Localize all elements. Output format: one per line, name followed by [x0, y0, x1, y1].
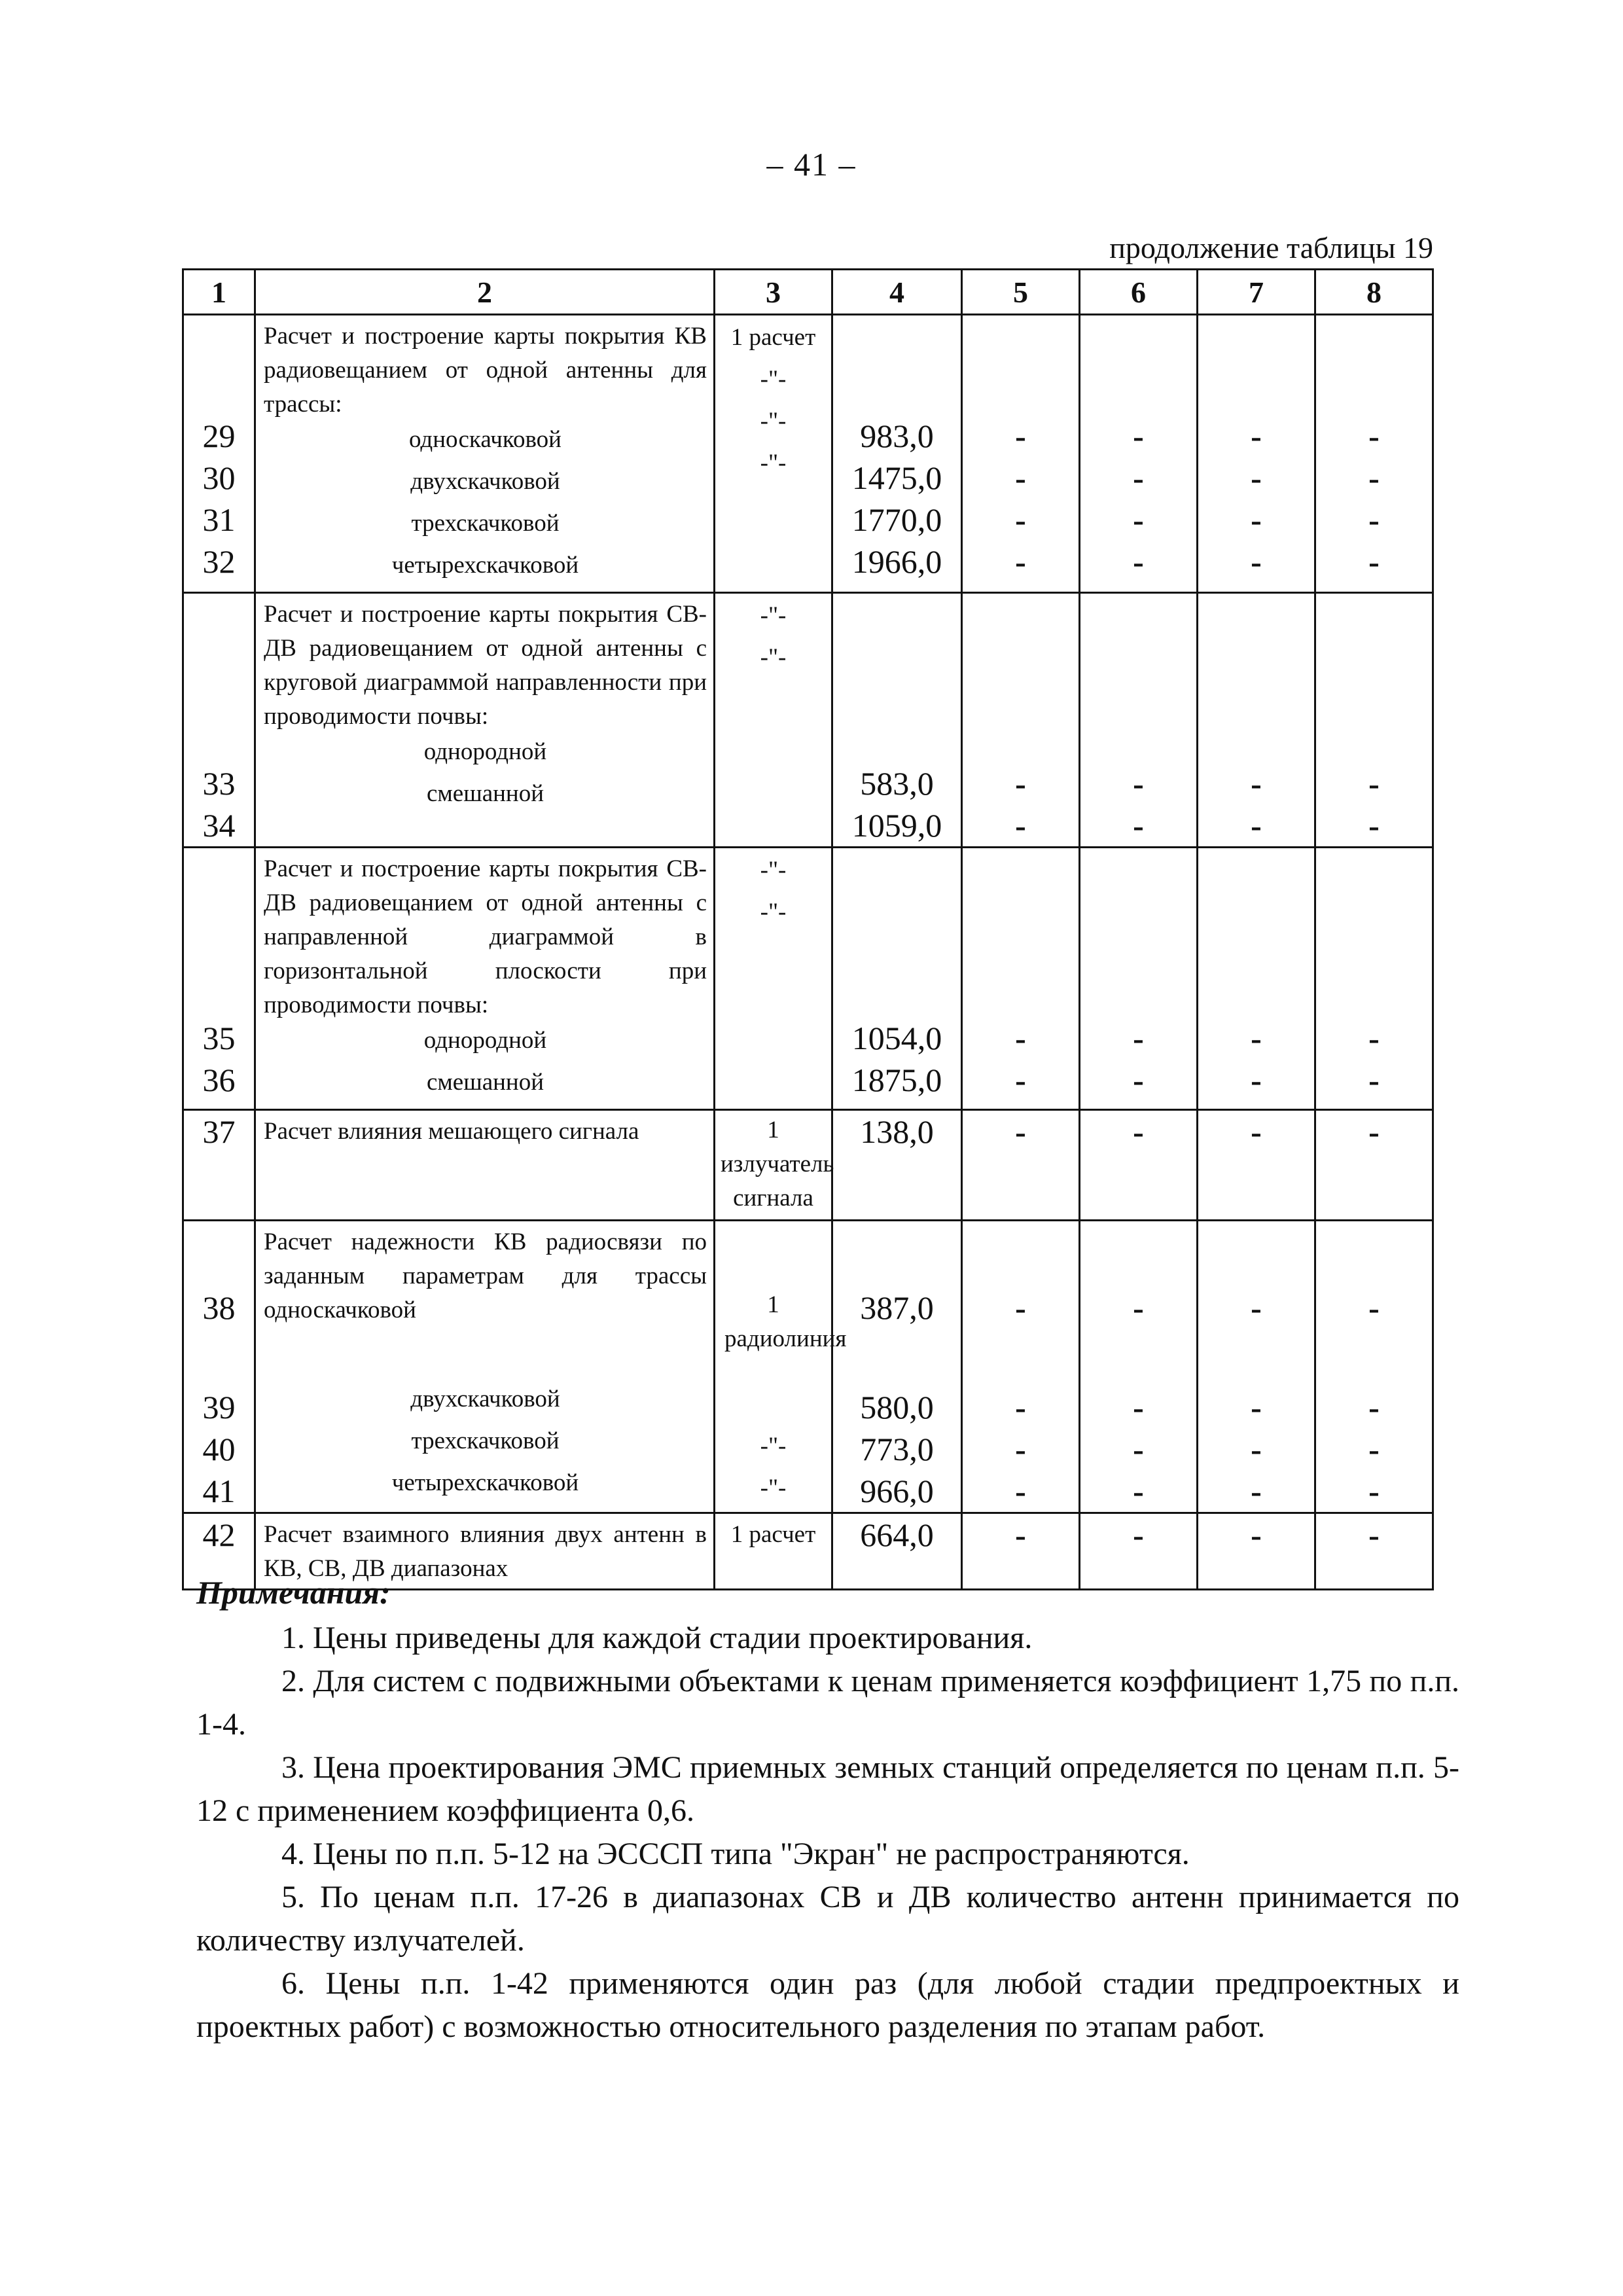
- column-header: 5: [962, 270, 1080, 315]
- notes-title: Примечания:: [196, 1574, 391, 1611]
- col6-cell: -: [1133, 1020, 1144, 1056]
- col5-cell: -: [1015, 1289, 1026, 1326]
- col5-cell: -: [1015, 418, 1026, 454]
- note-item: 6. Цены п.п. 1-42 применяются один раз (для любой стадии предпроектных и проектных работ) с возможностью относительного разделения по этапам работ.: [196, 1966, 1459, 2044]
- col8-cell: -: [1368, 418, 1380, 454]
- col6-cell: -: [1133, 1516, 1144, 1553]
- col6-cell: -: [1133, 418, 1144, 454]
- col6-cell: -: [1133, 807, 1144, 844]
- row-number: 34: [202, 807, 236, 844]
- col7-cell: -: [1251, 1020, 1262, 1056]
- price-cell: 664,0: [860, 1516, 934, 1553]
- col6-cell: -: [1133, 1113, 1144, 1150]
- price-cell: 387,0: [860, 1289, 934, 1326]
- col8-cell: -: [1368, 1389, 1380, 1426]
- row-number: 39: [202, 1389, 236, 1426]
- col8-cell: -: [1368, 1062, 1380, 1098]
- column-header: 2: [255, 270, 715, 315]
- row-description: двухскачковой: [410, 1386, 560, 1412]
- col6-cell: -: [1133, 543, 1144, 580]
- col8-cell: -: [1368, 1289, 1380, 1326]
- row-number: 42: [202, 1516, 236, 1553]
- unit-cell: -"-: [760, 1433, 787, 1460]
- row-description: четырехскачковой: [391, 1469, 579, 1496]
- col7-cell: -: [1251, 543, 1262, 580]
- col8-cell: -: [1368, 1516, 1380, 1553]
- unit-cell: 1 расчет: [730, 324, 816, 351]
- row-description: трехскачковой: [411, 510, 560, 537]
- row-description: односкачковой: [409, 426, 562, 453]
- col8-cell: -: [1368, 459, 1380, 496]
- price-cell: 580,0: [860, 1389, 934, 1426]
- price-table: [182, 268, 1434, 1590]
- price-cell: 1966,0: [851, 543, 942, 580]
- col8-cell: -: [1368, 543, 1380, 580]
- col7-cell: -: [1251, 807, 1262, 844]
- price-cell: 1054,0: [851, 1020, 942, 1056]
- row-description: трехскачковой: [411, 1427, 560, 1454]
- row-description: однородной: [423, 738, 547, 765]
- col5-cell: -: [1015, 1020, 1026, 1056]
- row-number: 37: [202, 1113, 236, 1150]
- col5-cell: -: [1015, 1062, 1026, 1098]
- unit-cell: 1 расчет: [730, 1521, 816, 1548]
- row-number: 30: [202, 459, 236, 496]
- col7-cell: -: [1251, 501, 1262, 538]
- note-item: 2. Для систем с подвижными объектами к ценам применяется коэффициент 1,75 по п.п. 1-4.: [196, 1664, 1459, 1742]
- price-cell: 1875,0: [851, 1062, 942, 1098]
- col6-cell: -: [1133, 1062, 1144, 1098]
- col5-cell: -: [1015, 459, 1026, 496]
- col6-cell: -: [1133, 1431, 1144, 1467]
- column-header: 6: [1080, 270, 1198, 315]
- unit-cell: 1 радиолиния: [724, 1291, 847, 1352]
- col5-cell: -: [1015, 501, 1026, 538]
- note-item: 1. Цены приведены для каждой стадии проектирования.: [281, 1621, 1033, 1655]
- col8-cell: -: [1368, 1113, 1380, 1150]
- unit-cell: -"-: [760, 899, 787, 925]
- row-number: 38: [202, 1289, 236, 1326]
- row-description: смешанной: [426, 1069, 544, 1096]
- price-cell: 1475,0: [851, 459, 942, 496]
- price-cell: 583,0: [860, 765, 934, 802]
- page-number: – 41 –: [766, 146, 857, 183]
- table-row: [183, 848, 1433, 1110]
- price-cell: 773,0: [860, 1431, 934, 1467]
- col8-cell: -: [1368, 1020, 1380, 1056]
- row-number: 40: [202, 1431, 236, 1467]
- price-cell: 983,0: [860, 418, 934, 454]
- unit-cell: -"-: [760, 408, 787, 435]
- table-row: [183, 315, 1433, 593]
- col8-cell: -: [1368, 807, 1380, 844]
- col7-cell: -: [1251, 1473, 1262, 1509]
- notes-section: [196, 1571, 1459, 2049]
- note-item: 3. Цена проектирования ЭМС приемных земных станций определяется по ценам п.п. 5-12 с применением коэффициента 0,6.: [196, 1750, 1459, 1828]
- group-heading: Расчет и построение карты покрытия СВ-ДВ радиовещанием от одной антенны с направленной диаграммой в горизонтальной плоскости при проводимости почвы:: [264, 855, 707, 1018]
- col8-cell: -: [1368, 501, 1380, 538]
- col6-cell: -: [1133, 1389, 1144, 1426]
- unit-cell: -"-: [760, 857, 787, 884]
- row-number: 36: [202, 1062, 236, 1098]
- col7-cell: -: [1251, 1431, 1262, 1467]
- unit-cell: -"-: [760, 644, 787, 671]
- row-description: двухскачковой: [410, 468, 560, 495]
- col8-cell: -: [1368, 765, 1380, 802]
- table-row: [183, 1110, 1433, 1221]
- table-caption: продолжение таблицы 19: [1109, 231, 1433, 264]
- row-number: 32: [202, 543, 236, 580]
- col5-cell: -: [1015, 1113, 1026, 1150]
- price-cell: 1770,0: [851, 501, 942, 538]
- row-description: четырехскачковой: [391, 552, 579, 579]
- col8-cell: -: [1368, 1431, 1380, 1467]
- group-heading: Расчет надежности КВ радиосвязи по заданным параметрам для трассы односкачковой: [264, 1229, 707, 1323]
- col6-cell: -: [1133, 765, 1144, 802]
- row-description: смешанной: [426, 780, 544, 807]
- col5-cell: -: [1015, 765, 1026, 802]
- col5-cell: -: [1015, 1516, 1026, 1553]
- table-header-row: [183, 270, 1433, 315]
- col7-cell: -: [1251, 1389, 1262, 1426]
- row-description: однородной: [423, 1027, 547, 1054]
- row-number: 31: [202, 501, 236, 538]
- column-header: 1: [183, 270, 255, 315]
- col5-cell: -: [1015, 1389, 1026, 1426]
- column-header: 7: [1198, 270, 1315, 315]
- col6-cell: -: [1133, 501, 1144, 538]
- col6-cell: -: [1133, 459, 1144, 496]
- col7-cell: -: [1251, 459, 1262, 496]
- row-number: 29: [202, 418, 236, 454]
- row-number: 41: [202, 1473, 236, 1509]
- row-number: 33: [202, 765, 236, 802]
- table-row: [183, 593, 1433, 848]
- price-cell: 1059,0: [851, 807, 942, 844]
- price-cell: 138,0: [860, 1113, 934, 1150]
- col5-cell: -: [1015, 807, 1026, 844]
- group-heading: Расчет и построение карты покрытия КВ радиовещанием от одной антенны для трассы:: [264, 323, 707, 418]
- note-item: 4. Цены по п.п. 5-12 на ЭСССП типа "Экран" не распространяются.: [281, 1837, 1190, 1871]
- row-number: 35: [202, 1020, 236, 1056]
- column-header: 3: [715, 270, 832, 315]
- col7-cell: -: [1251, 1516, 1262, 1553]
- unit-cell: -"-: [760, 1475, 787, 1501]
- col7-cell: -: [1251, 1062, 1262, 1098]
- note-item: 5. По ценам п.п. 17-26 в диапазонах СВ и ДВ количество антенн принимается по количеству излучателей.: [196, 1880, 1459, 1958]
- column-header: 8: [1315, 270, 1433, 315]
- col7-cell: -: [1251, 1113, 1262, 1150]
- unit-cell: -"-: [760, 450, 787, 476]
- unit-cell: -"-: [760, 366, 787, 393]
- column-header: 4: [832, 270, 962, 315]
- col6-cell: -: [1133, 1473, 1144, 1509]
- unit-cell: -"-: [760, 602, 787, 629]
- col7-cell: -: [1251, 418, 1262, 454]
- table-row: [183, 1221, 1433, 1513]
- unit-cell: 1 излучатель сигнала: [721, 1117, 834, 1211]
- col5-cell: -: [1015, 543, 1026, 580]
- col6-cell: -: [1133, 1289, 1144, 1326]
- col8-cell: -: [1368, 1473, 1380, 1509]
- price-cell: 966,0: [860, 1473, 934, 1509]
- col5-cell: -: [1015, 1431, 1026, 1467]
- col5-cell: -: [1015, 1473, 1026, 1509]
- unit-cell: [724, 1386, 822, 1428]
- group-heading: Расчет и построение карты покрытия СВ-ДВ радиовещанием от одной антенны с круговой диаграммой направленности при проводимости почвы:: [264, 601, 707, 730]
- col7-cell: -: [1251, 1289, 1262, 1326]
- col7-cell: -: [1251, 765, 1262, 802]
- row-description: Расчет взаимного влияния двух антенн в КВ, СВ, ДВ диапазонах: [264, 1521, 707, 1582]
- row-description: Расчет влияния мешающего сигнала: [264, 1118, 639, 1145]
